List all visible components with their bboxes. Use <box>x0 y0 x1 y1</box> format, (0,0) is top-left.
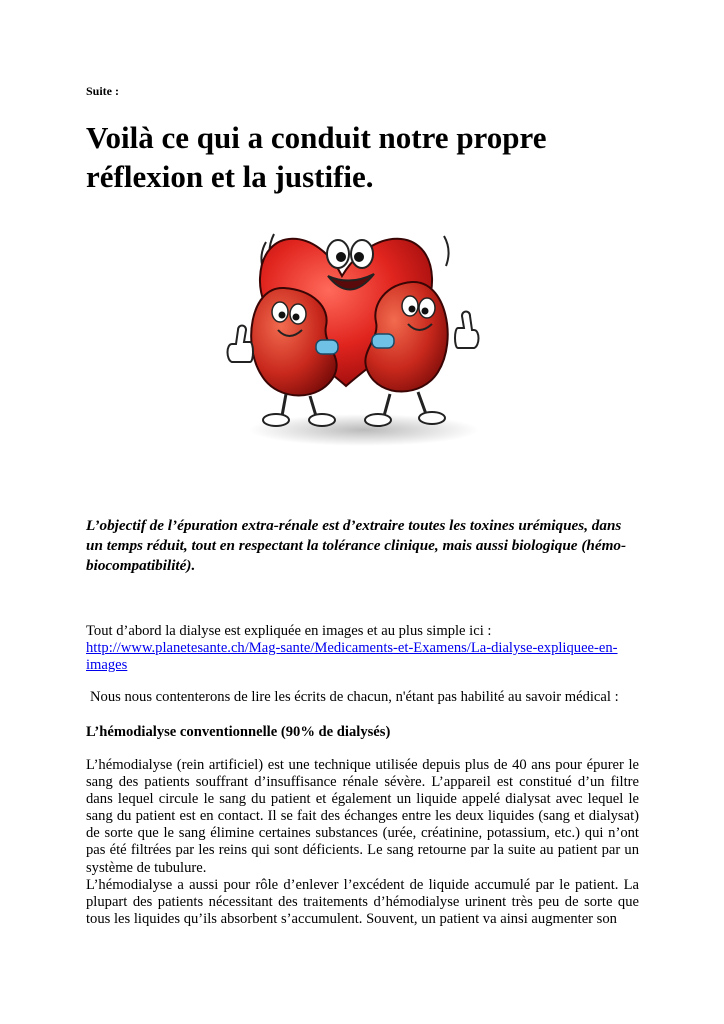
page-title: Voilà ce qui a conduit notre propre réflexion et la justifie. <box>86 120 547 194</box>
intro-text: Tout d’abord la dialyse est expliquée en images et au plus simple ici : <box>86 623 492 639</box>
paragraph-hemodialyse-intro: L’hémodialyse (rein artificiel) est une technique utilisée depuis plus de 40 ans pour épurer le sang des patients souffrant d’insuffisance rénale sévère. L’appareil est constitué d’un filtre dans lequel circule le sang du patient et également un liquide appelé dialysat avec lequel le sang du patient est en contact. Il se fait des échanges entre les deux liquides (sang et dialysat) de sorte que le sang élimine certaines substances (urée, créatinine, potassium, etc.) qui n’ont pas été filtrées par les reins qui sont déficients. Le sang retourne par la suite au patient par un système de tubulure. <box>86 757 639 876</box>
suite-label: Suite : <box>86 84 119 98</box>
note-paragraph: Nous nous contenterons de lire les écrits de chacun, n'étant pas habilité au savoir médical : <box>90 689 619 705</box>
body-text <box>86 757 639 928</box>
planetesante-link[interactable]: http://www.planetesante.ch/Mag-sante/Medicaments-et-Examens/La-dialyse-expliquee-en-images <box>86 640 618 673</box>
intro-paragraph <box>86 623 646 674</box>
objective-paragraph: L’objectif de l’épuration extra-rénale est d’extraire toutes les toxines urémiques, dans un temps réduit, tout en respectant la tolérance clinique, mais aussi biologique (hémo-biocompatibilité). <box>86 517 627 574</box>
heart-and-kidneys-cartoon-icon <box>222 216 500 450</box>
section-heading: L’hémodialyse conventionnelle (90% de dialysés) <box>86 724 391 740</box>
paragraph-hemodialyse-liquide: L’hémodialyse a aussi pour rôle d’enlever l’excédent de liquide accumulé par le patient. La plupart des patients nécessitant des traitements d’hémodialyse urinent très peu de sorte que tous les liquides qu’ils absorbent s’accumulent. Souvent, un patient va ainsi augmenter son <box>86 876 639 927</box>
